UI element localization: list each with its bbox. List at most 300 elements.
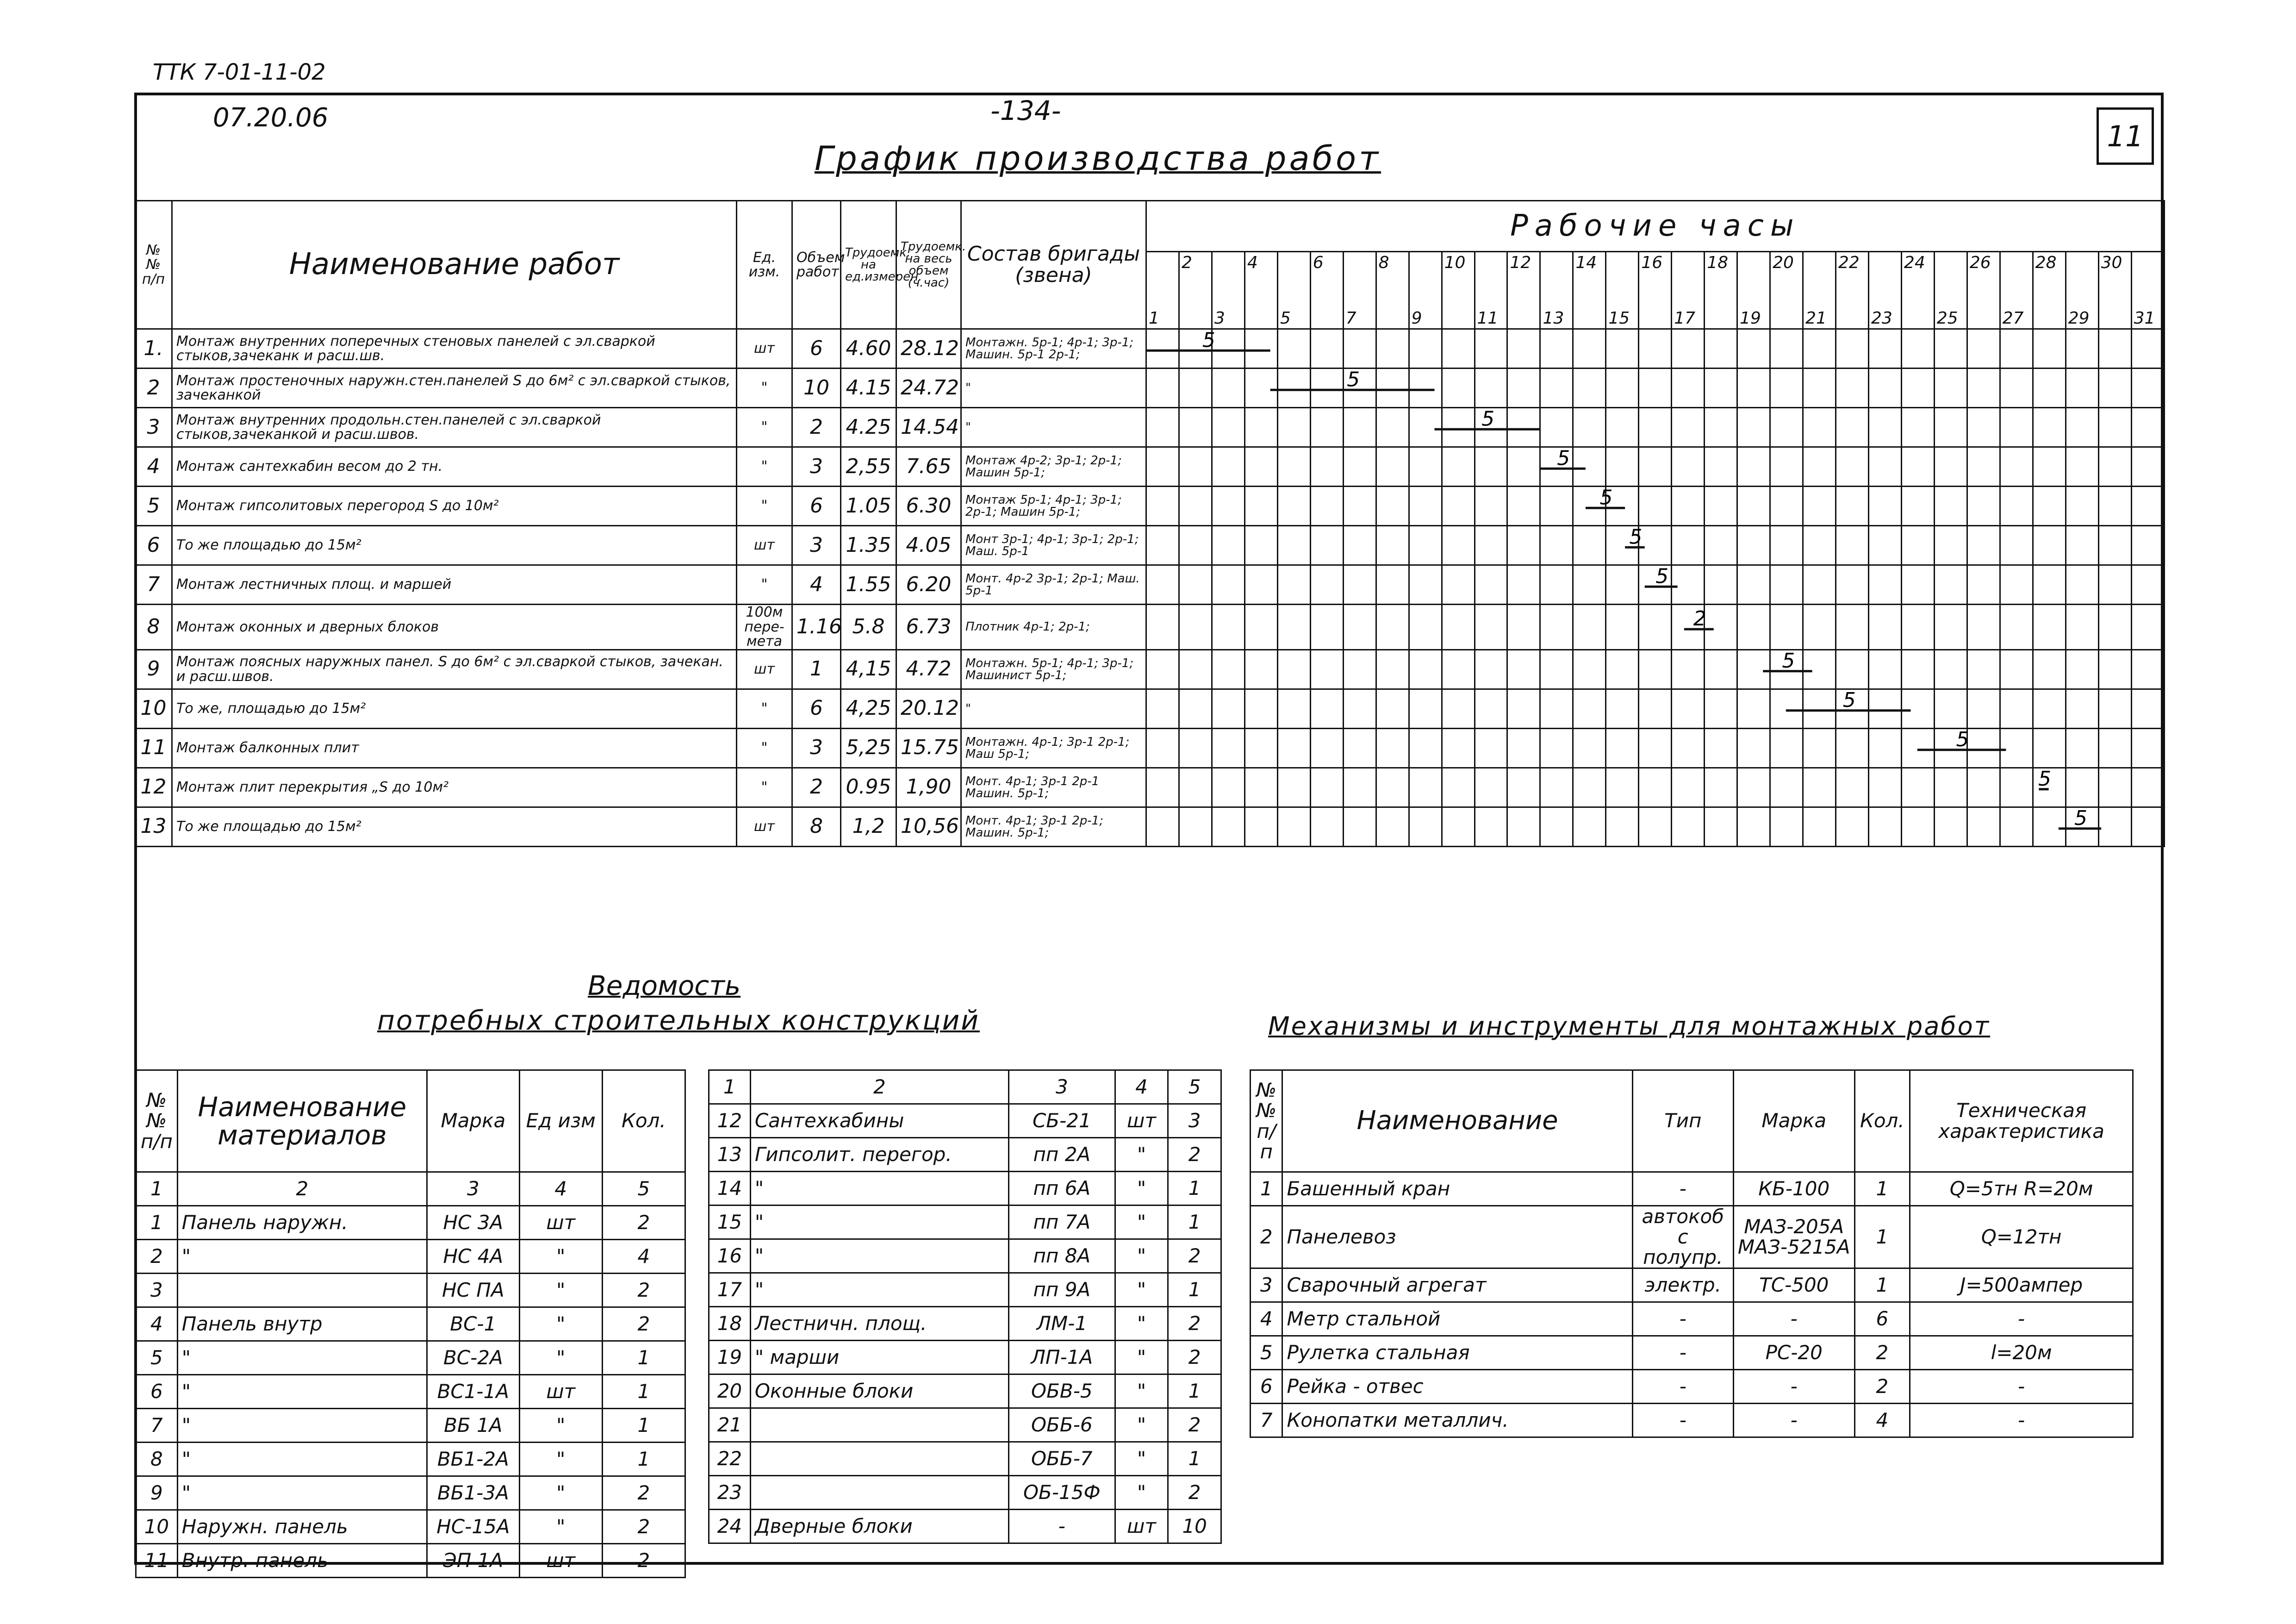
hour-cell [1507, 650, 1540, 689]
hour-cell [1606, 768, 1639, 807]
hour-cell [1179, 526, 1212, 565]
mechanism-spec: - [1910, 1302, 2133, 1336]
hour-cell [1705, 369, 1737, 408]
hour-cell [1705, 447, 1737, 487]
work-unit: шт [737, 526, 792, 565]
mechanism-name: Конопатки металлич. [1282, 1404, 1632, 1437]
hour-cell [1277, 768, 1310, 807]
hour-cell [1770, 768, 1803, 807]
hour-cell [1672, 807, 1705, 846]
work-unit: " [737, 768, 792, 807]
hour-cell [1737, 605, 1770, 650]
hour-cell [2131, 728, 2164, 768]
hour-cell [1934, 408, 1967, 447]
hour-cell [1179, 650, 1212, 689]
hour-cell [1442, 605, 1475, 650]
work-name: То же площадью до 15м² [172, 526, 737, 565]
material-no: 19 [709, 1341, 751, 1374]
material-row [136, 1510, 685, 1544]
hour-cell [1507, 605, 1540, 650]
hour-cell [1376, 650, 1409, 689]
mech-col-no: №№ п/п [1251, 1070, 1282, 1172]
schedule-row [135, 329, 2165, 369]
material-qty: 10 [1168, 1510, 1221, 1543]
hour-cell [1409, 487, 1442, 526]
hour-cell [1212, 807, 1244, 846]
hour-label: 7 [1345, 309, 1356, 328]
hour-tick-bottom [1540, 290, 1573, 329]
hour-label: 25 [1936, 309, 1958, 328]
hour-tick-bottom [1803, 290, 1836, 329]
work-name: Монтаж балконных плит [172, 728, 737, 768]
hour-cell [1573, 447, 1606, 487]
col-number: 1 [709, 1070, 751, 1104]
hour-cell [1836, 447, 1869, 487]
work-volume: 1 [792, 650, 841, 689]
hour-cell [1705, 487, 1737, 526]
material-no: 23 [709, 1476, 751, 1510]
schedule-row [135, 526, 2165, 565]
material-no: 7 [136, 1409, 178, 1443]
hour-cell [1475, 728, 1507, 768]
hour-cell [1836, 689, 1869, 728]
hour-cell [1868, 369, 1901, 408]
hour-cell [1639, 728, 1672, 768]
hour-cell [1409, 768, 1442, 807]
hour-cell [1573, 728, 1606, 768]
material-mark: ВБ 1А [427, 1409, 519, 1443]
material-mark: пп 8А [1009, 1239, 1115, 1273]
hour-cell [1639, 565, 1672, 605]
hour-tick-top [1639, 252, 1672, 291]
hour-cell [1737, 768, 1770, 807]
labor-total: 6.73 [896, 605, 961, 650]
hour-cell [1475, 605, 1507, 650]
hour-cell [1212, 689, 1244, 728]
hour-cell [1606, 650, 1639, 689]
material-unit: " [519, 1443, 602, 1476]
col-number: 3 [427, 1172, 519, 1206]
hour-cell [1343, 329, 1376, 369]
hour-cell [1868, 408, 1901, 447]
hour-cell [1409, 650, 1442, 689]
hour-cell [1343, 565, 1376, 605]
hour-cell [1606, 447, 1639, 487]
bar-label: 5 [1629, 525, 1643, 549]
hour-cell [1606, 487, 1639, 526]
hour-cell [1507, 728, 1540, 768]
hour-cell [1146, 605, 1179, 650]
material-name: " [177, 1476, 427, 1510]
material-no: 5 [136, 1341, 178, 1375]
hour-cell [1540, 807, 1573, 846]
hour-cell [2098, 728, 2131, 768]
material-no: 14 [709, 1172, 751, 1206]
material-row [709, 1172, 1221, 1206]
hour-label: 26 [1969, 253, 1991, 272]
work-name: То же площадью до 15м² [172, 807, 737, 846]
material-name [750, 1408, 1008, 1442]
hour-cell [2000, 650, 2033, 689]
hour-cell [1442, 369, 1475, 408]
material-row [136, 1341, 685, 1375]
materials-table-left [135, 1069, 686, 1578]
row-number: 2 [135, 369, 172, 408]
hour-cell [1868, 487, 1901, 526]
hour-cell [1639, 650, 1672, 689]
hour-cell [1672, 329, 1705, 369]
material-mark: НС 3А [427, 1206, 519, 1240]
col-number: 5 [602, 1172, 685, 1206]
hour-cell [1934, 689, 1967, 728]
work-name: Монтаж внутренних поперечных стеновых панелей с эл.сваркой стыков,зачеканк и расш.шв. [172, 329, 737, 369]
material-mark: ОББ-7 [1009, 1442, 1115, 1476]
hour-cell [2033, 650, 2066, 689]
material-name: Лестничн. площ. [750, 1307, 1008, 1341]
hour-cell [1639, 408, 1672, 447]
hour-cell [2033, 447, 2066, 487]
hour-cell [1967, 487, 2000, 526]
material-qty: 2 [602, 1307, 685, 1341]
material-name: " [177, 1443, 427, 1476]
mechanism-name: Сварочный агрегат [1282, 1268, 1632, 1302]
hour-cell [1934, 329, 1967, 369]
hour-cell [1606, 807, 1639, 846]
hour-cell [1376, 408, 1409, 447]
hour-cell [2000, 689, 2033, 728]
hour-tick-bottom [1737, 290, 1770, 329]
hour-cell [1277, 526, 1310, 565]
material-row [136, 1307, 685, 1341]
hour-cell [1507, 408, 1540, 447]
bar-label: 5 [1782, 649, 1795, 673]
hour-cell [2033, 369, 2066, 408]
hour-cell [2000, 408, 2033, 447]
hour-cell [1836, 807, 1869, 846]
material-row [709, 1374, 1221, 1408]
hour-cell [2033, 605, 2066, 650]
hour-cell [1606, 689, 1639, 728]
hour-cell [1442, 768, 1475, 807]
material-name: " [177, 1409, 427, 1443]
hour-cell [1737, 807, 1770, 846]
material-no: 6 [136, 1375, 178, 1409]
hour-cell [1803, 526, 1836, 565]
mechanism-qty: 6 [1854, 1302, 1910, 1336]
hour-cell [1803, 329, 1836, 369]
hour-label: 3 [1214, 309, 1225, 328]
hour-tick-bottom [1507, 290, 1540, 329]
material-unit: " [1115, 1239, 1168, 1273]
work-volume: 10 [792, 369, 841, 408]
mechanism-name: Метр стальной [1282, 1302, 1632, 1336]
labor-per-unit: 1.55 [841, 565, 896, 605]
mechanism-name: Панелевоз [1282, 1206, 1632, 1268]
hour-cell [1146, 565, 1179, 605]
hour-cell [1507, 369, 1540, 408]
bar-label: 5 [1481, 407, 1495, 431]
hour-cell [1901, 487, 1934, 526]
mechanism-spec: l=20м [1910, 1336, 2133, 1370]
crew-composition: Монтажн. 5р-1; 4р-1; 3р-1; Машин. 5р-1 2р-1; [961, 329, 1146, 369]
hour-cell [2098, 565, 2131, 605]
labor-total: 1,90 [896, 768, 961, 807]
work-name: То же, площадью до 15м² [172, 689, 737, 728]
mechanism-row [1251, 1302, 2133, 1336]
material-no: 13 [709, 1138, 751, 1172]
labor-total: 4.05 [896, 526, 961, 565]
material-mark: ЛП-1А [1009, 1341, 1115, 1374]
crew-composition: Монтаж 4р-2; 3р-1; 2р-1; Машин 5р-1; [961, 447, 1146, 487]
material-row [136, 1274, 685, 1307]
hour-cell [1967, 369, 2000, 408]
col-name: Наименование работ [172, 201, 737, 329]
materials-table-right [708, 1069, 1222, 1544]
hour-cell [1606, 329, 1639, 369]
hour-cell [1146, 689, 1179, 728]
material-no: 12 [709, 1104, 751, 1138]
hour-cell [1737, 689, 1770, 728]
mechanism-spec: - [1910, 1370, 2133, 1404]
hour-label: 16 [1641, 253, 1663, 272]
hour-cell [2131, 768, 2164, 807]
crew-composition: Монтаж 5р-1; 4р-1; 3р-1; 2р-1; Машин 5р-1; [961, 487, 1146, 526]
hour-cell [1409, 565, 1442, 605]
col-number: 4 [519, 1172, 602, 1206]
hour-cell [1475, 689, 1507, 728]
hour-cell [1672, 768, 1705, 807]
material-no: 4 [136, 1307, 178, 1341]
hour-label: 27 [2002, 309, 2024, 328]
material-qty: 2 [602, 1510, 685, 1544]
hour-cell [1803, 487, 1836, 526]
hour-cell [1310, 728, 1343, 768]
hour-label: 23 [1871, 309, 1892, 328]
hour-cell [1705, 650, 1737, 689]
hour-cell [1376, 565, 1409, 605]
hour-cell [2131, 369, 2164, 408]
hour-tick-top [1770, 252, 1803, 291]
hour-cell [1507, 447, 1540, 487]
work-unit: шт [737, 650, 792, 689]
material-name: Сантехкабины [750, 1104, 1008, 1138]
hour-label: 2 [1181, 253, 1192, 272]
row-number: 7 [135, 565, 172, 605]
hour-cell [1475, 807, 1507, 846]
hour-label: 10 [1444, 253, 1466, 272]
hour-cell [2131, 565, 2164, 605]
hour-cell [1901, 408, 1934, 447]
material-row [709, 1476, 1221, 1510]
material-unit: " [519, 1341, 602, 1375]
col-number: 2 [750, 1070, 1008, 1104]
work-unit: шт [737, 807, 792, 846]
mechanism-qty: 2 [1854, 1370, 1910, 1404]
material-no: 10 [136, 1510, 178, 1544]
hour-cell [1639, 487, 1672, 526]
material-qty: 2 [1168, 1138, 1221, 1172]
hour-cell [1179, 807, 1212, 846]
material-unit: " [1115, 1138, 1168, 1172]
hour-tick-top [1737, 252, 1770, 291]
hour-cell [1409, 369, 1442, 408]
hour-tick-bottom [2000, 290, 2033, 329]
hour-cell [1244, 447, 1277, 487]
hour-cell [1606, 728, 1639, 768]
hour-cell [1244, 526, 1277, 565]
hour-cell [2131, 408, 2164, 447]
material-mark: ВС1-1А [427, 1375, 519, 1409]
work-volume: 6 [792, 487, 841, 526]
hour-cell [1475, 526, 1507, 565]
hour-cell [1310, 650, 1343, 689]
hour-cell [2066, 487, 2098, 526]
hour-cell [1310, 565, 1343, 605]
hour-cell [1901, 650, 1934, 689]
hour-cell [1967, 605, 2000, 650]
material-unit: " [1115, 1273, 1168, 1307]
hour-tick-bottom [1442, 290, 1475, 329]
hour-cell [1212, 447, 1244, 487]
hour-cell [1277, 369, 1310, 408]
row-number: 12 [135, 768, 172, 807]
mechanism-mark: - [1733, 1404, 1854, 1437]
material-mark: ЭП 1А [427, 1544, 519, 1578]
row-number: 9 [135, 650, 172, 689]
hour-cell [2131, 689, 2164, 728]
hour-cell [1442, 447, 1475, 487]
hour-cell [1803, 565, 1836, 605]
bar-label: 5 [1599, 486, 1613, 510]
hour-cell [1901, 728, 1934, 768]
material-name: " [750, 1273, 1008, 1307]
mechanism-name: Башенный кран [1282, 1172, 1632, 1206]
hour-cell [1343, 605, 1376, 650]
hour-tick-top [1967, 252, 2000, 291]
mechanism-mark: ТС-500 [1733, 1268, 1854, 1302]
hour-cell [1475, 565, 1507, 605]
hour-cell [1770, 369, 1803, 408]
bar-label: 5 [1557, 446, 1570, 470]
hour-cell [1606, 605, 1639, 650]
hour-cell [1507, 768, 1540, 807]
crew-composition: Монтажн. 4р-1; 3р-1 2р-1; Маш 5р-1; [961, 728, 1146, 768]
work-name: Монтаж внутренних продольн.стен.панелей с эл.сваркой стыков,зачеканкой и расш.швов. [172, 408, 737, 447]
material-mark: ВБ1-3А [427, 1476, 519, 1510]
hour-cell [1868, 526, 1901, 565]
hour-cell [2066, 650, 2098, 689]
material-name [750, 1476, 1008, 1510]
hour-cell [1770, 487, 1803, 526]
material-mark: - [1009, 1510, 1115, 1543]
mechanism-spec: - [1910, 1404, 2133, 1437]
material-mark: пп 7А [1009, 1206, 1115, 1239]
col-number: 1 [136, 1172, 178, 1206]
mechanism-mark: РС-20 [1733, 1336, 1854, 1370]
hour-tick-bottom [1606, 290, 1639, 329]
material-unit: " [519, 1307, 602, 1341]
hour-cell [2098, 408, 2131, 447]
hour-cell [1705, 565, 1737, 605]
labor-per-unit: 1.05 [841, 487, 896, 526]
material-unit: " [1115, 1307, 1168, 1341]
material-mark: ВС-1 [427, 1307, 519, 1341]
col-no: №№ п/п [135, 201, 172, 329]
col-number: 4 [1115, 1070, 1168, 1104]
schedule-row [135, 447, 2165, 487]
hour-cell [1146, 768, 1179, 807]
hour-cell [1868, 650, 1901, 689]
hour-cell [1475, 369, 1507, 408]
hour-cell [2033, 689, 2066, 728]
hour-label: 15 [1608, 309, 1630, 328]
material-qty: 1 [602, 1375, 685, 1409]
labor-per-unit: 1.35 [841, 526, 896, 565]
mechanism-mark: МАЗ-205А МАЗ-5215А [1733, 1206, 1854, 1268]
hour-tick-bottom [1179, 290, 1212, 329]
bar-label: 5 [2038, 767, 2051, 791]
material-mark: пп 6А [1009, 1172, 1115, 1206]
hour-tick-bottom [1573, 290, 1606, 329]
hour-cell [2066, 329, 2098, 369]
material-row [709, 1408, 1221, 1442]
labor-total: 15.75 [896, 728, 961, 768]
material-unit: " [1115, 1374, 1168, 1408]
hour-cell [1836, 526, 1869, 565]
hour-label: 29 [2068, 309, 2090, 328]
hour-label: 22 [1838, 253, 1860, 272]
hour-cell [2000, 329, 2033, 369]
material-unit: " [1115, 1476, 1168, 1510]
hour-tick-bottom [2066, 290, 2098, 329]
vedomost-title: Ведомость [588, 970, 741, 1001]
schedule-row [135, 605, 2165, 650]
hour-cell [2098, 807, 2131, 846]
hour-cell [1146, 728, 1179, 768]
hour-cell [1277, 689, 1310, 728]
hour-cell [1310, 689, 1343, 728]
hour-cell [1146, 329, 1179, 369]
row-number: 8 [135, 605, 172, 650]
hour-cell [1573, 329, 1606, 369]
hour-label: 1 [1149, 309, 1159, 328]
work-unit: " [737, 447, 792, 487]
labor-total: 10,56 [896, 807, 961, 846]
hour-cell [2000, 768, 2033, 807]
hour-cell [1836, 369, 1869, 408]
hour-cell [2066, 447, 2098, 487]
hour-tick-top [2000, 252, 2033, 291]
material-name [750, 1442, 1008, 1476]
material-unit: шт [519, 1206, 602, 1240]
hour-label: 13 [1543, 309, 1564, 328]
work-unit: " [737, 369, 792, 408]
document-code: ТТК 7-01-11-02 [153, 59, 326, 85]
hour-cell [1310, 329, 1343, 369]
hour-cell [1540, 728, 1573, 768]
work-volume: 6 [792, 689, 841, 728]
material-mark: НС-15А [427, 1510, 519, 1544]
hour-cell [1967, 565, 2000, 605]
hour-cell [1836, 487, 1869, 526]
work-volume: 4 [792, 565, 841, 605]
material-mark: ЛМ-1 [1009, 1307, 1115, 1341]
hour-cell [2098, 329, 2131, 369]
labor-per-unit: 4.15 [841, 369, 896, 408]
hour-cell [1540, 487, 1573, 526]
hour-tick-bottom [2131, 290, 2164, 329]
col-labor-total: Трудоемк. на весь объем (ч.час) [896, 201, 961, 329]
